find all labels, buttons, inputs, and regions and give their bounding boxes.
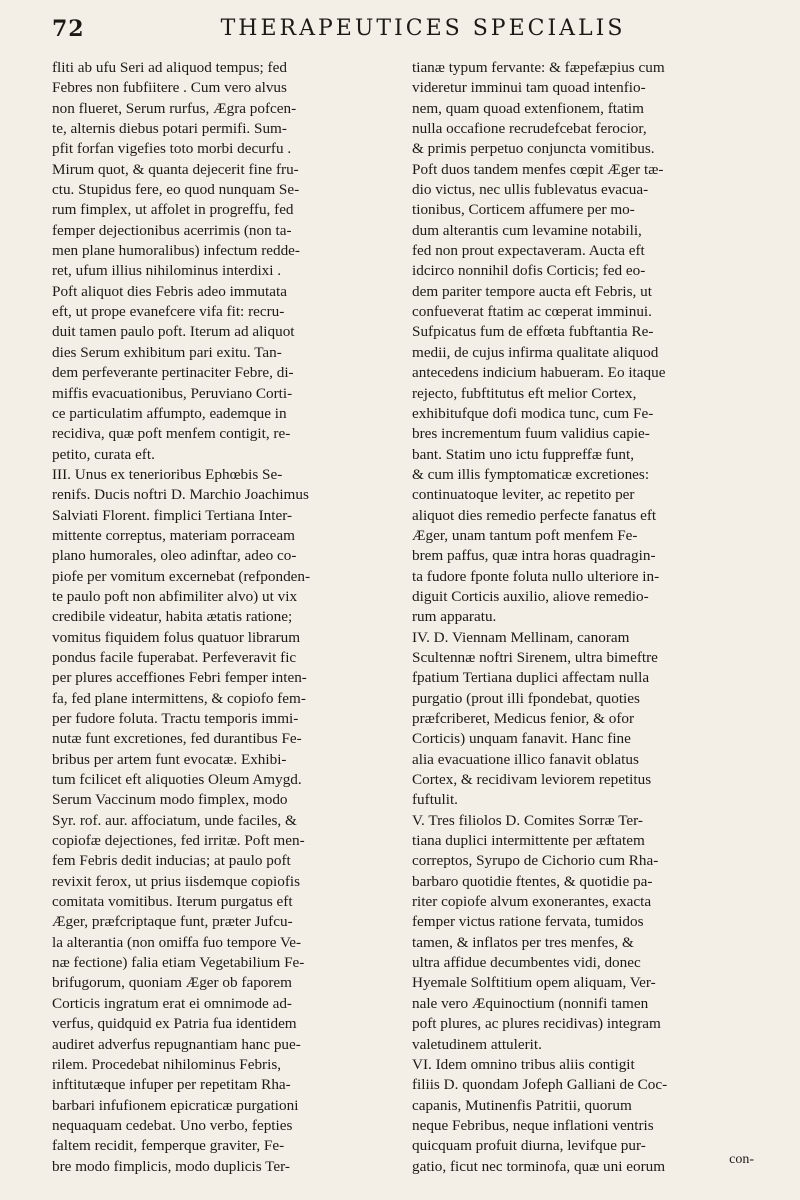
text-line: Syr. rof. aur. affociatum, unde faciles, &	[52, 811, 297, 829]
text-line: V. Tres filiolos D. Comites Sorræ Ter-	[412, 811, 643, 829]
text-line: Mirum quot, & quanta dejecerit fine fru-	[52, 160, 299, 178]
text-line: VI. Idem omnino tribus aliis contigit	[412, 1055, 635, 1073]
running-header	[52, 14, 754, 48]
text-line: vomitus fiquidem folus quatuor librarum	[52, 628, 301, 646]
text-line: bres incrementum fuum validius capie-	[412, 425, 650, 443]
text-line: valetudinem attulerit.	[412, 1035, 542, 1053]
text-line: exhibitufque dofi modica tunc, cum Fe-	[412, 404, 654, 422]
text-line: Serum Vaccinum modo fimplex, modo	[52, 791, 288, 809]
text-line: per plures acceffiones Febri femper inten-	[52, 669, 307, 687]
text-line: te, alternis diebus potari permifi. Sum-	[52, 120, 287, 138]
text-line: rum apparatu.	[412, 608, 497, 626]
text-line: poft plures, ac plures recidivas) integram	[412, 1015, 661, 1033]
text-line: femper dejectionibus acerrimis (non ta-	[52, 221, 292, 239]
text-line: recidiva, quæ poft menfem contigit, re-	[52, 425, 291, 443]
text-line: fa, fed plane intermittens, & copiofo fem-	[52, 689, 306, 707]
text-line: fuftulit.	[412, 791, 458, 809]
text-line: rum fimplex, ut affolet in progreffu, fed	[52, 201, 294, 219]
text-line: men plane humoralibus) infectum redde-	[52, 242, 300, 260]
left-text-column	[52, 58, 414, 1177]
text-line: Scultennæ noftri Sirenem, ultra bimeftre	[412, 648, 658, 666]
text-line: aliquot dies remedio perfecte fanatus eft	[412, 506, 657, 524]
text-line: dem perfeverante pertinaciter Febre, di-	[52, 364, 294, 382]
text-line: mittente correptus, materiam porraceam	[52, 526, 295, 544]
text-line: comitata vomitibus. Iterum purgatus eft	[52, 893, 293, 911]
text-line: gatio, ficut nec torminofa, quæ uni eorum	[412, 1157, 666, 1175]
text-line: & primis perpetuo conjuncta vomitibus.	[412, 140, 655, 158]
text-line: audiret adverfus repugnantiam hanc pue-	[52, 1035, 301, 1053]
text-line: & cum illis fymptomaticæ excretiones:	[412, 465, 650, 483]
text-line: fpatium Tertiana duplici affectam nulla	[412, 669, 650, 687]
text-line: ultra affidue decumbentes vidi, donec	[412, 954, 641, 972]
text-line: IV. D. Viennam Mellinam, canoram	[412, 628, 630, 646]
text-line: bribus per artem funt evocatæ. Exhibi-	[52, 750, 287, 768]
text-line: tamen, & inflatos per tres menfes, &	[412, 933, 634, 951]
text-line: revixit ferox, ut prius iisdemque copiofis	[52, 872, 301, 890]
text-line: filiis D. quondam Jofeph Galliani de Coc-	[412, 1076, 668, 1094]
text-line: petito, curata eft.	[52, 445, 155, 463]
text-line: III. Unus ex tenerioribus Ephœbis Se-	[52, 465, 283, 483]
text-line: Corticis ingratum erat ei omnimode ad-	[52, 994, 292, 1012]
text-line: Poft aliquot dies Febris adeo immutata	[52, 282, 287, 300]
text-line: duit tamen paulo poft. Iterum ad aliquot	[52, 323, 295, 341]
text-line: nale vero Æquinoctium (nonnifi tamen	[412, 994, 649, 1012]
text-line: Cortex, & recidivam leviorem repetitus	[412, 771, 652, 789]
text-line: rilem. Procedebat nihilominus Febris,	[52, 1055, 282, 1073]
text-line: verfus, quidquid ex Patria fua identidem	[52, 1015, 297, 1033]
right-text-column	[412, 58, 780, 1177]
text-line: Hyemale Solftitium opem aliquam, Ver-	[412, 974, 656, 992]
text-line: credibile videatur, habita ætatis ratione;	[52, 608, 293, 626]
text-line: ret, ufum illius nihilominus interdixi .	[52, 262, 282, 280]
text-line: neque Febribus, neque inflationi ventris	[412, 1116, 654, 1134]
text-line: Poft duos tandem menfes cœpit Æger tæ-	[412, 160, 664, 178]
text-line: dio victus, nec ullis fublevatus evacua-	[412, 181, 649, 199]
text-line: brem paffus, quæ intra horas quadragin-	[412, 547, 656, 565]
text-line: riter copiofe alvum exonerantes, exacta	[412, 893, 652, 911]
text-line: fed non prout expectaveram. Aucta eft	[412, 242, 645, 260]
text-line: næ fectione) falia etiam Vegetabilium Fe-	[52, 954, 305, 972]
text-line: fliti ab ufu Seri ad aliquod tempus; fed	[52, 59, 287, 76]
text-line: brifugorum, quoniam Æger ob faporem	[52, 974, 292, 992]
text-line: Salviati Florent. fimplici Tertiana Inter-	[52, 506, 293, 524]
text-line: continuatoque leviter, ac repetito per	[412, 486, 635, 504]
text-line: per fudore foluta. Tractu temporis immi-	[52, 710, 299, 727]
text-line: confueverat ftatim ac cœperat imminui.	[412, 303, 652, 321]
text-line: alia evacuatione illico fanavit oblatus	[412, 750, 639, 768]
text-line: faltem recidit, femperque graviter, Fe-	[52, 1137, 285, 1155]
text-line: ctu. Stupidus fere, eo quod nunquam Se-	[52, 181, 300, 199]
text-line: la alterantia (non omiffa fuo tempore Ve-	[52, 933, 302, 951]
text-line: videretur imminui tam quoad intenfio-	[412, 79, 646, 97]
page-number: 72	[52, 16, 85, 42]
text-line: diguit Corticis auxilio, aliove remedio-	[412, 587, 649, 605]
text-line: Sufpicatus fum de effœta fubftantia Re-	[412, 323, 654, 341]
text-line: barbaro quotidie ftentes, & quotidie pa-	[412, 872, 653, 890]
text-line: medii, de cujus infirma qualitate aliquod	[412, 343, 659, 361]
text-line: Corticis) unquam fanavit. Hanc fine	[412, 730, 631, 748]
text-line: plano humorales, oleo adinftar, adeo co-	[52, 547, 297, 565]
text-line: nutæ funt excretiones, fed durantibus Fe-	[52, 730, 302, 748]
text-line: nem, quam quoad extenfionem, ftatim	[412, 99, 644, 117]
text-line: pondus facile fuperabat. Perfeveravit fic	[52, 648, 297, 666]
text-line: renifs. Ducis noftri D. Marchio Joachimus	[52, 486, 309, 504]
text-line: femper victus ratione fervata, tumidos	[412, 913, 644, 931]
text-line: tionibus, Corticem affumere per mo-	[412, 201, 635, 219]
text-line: te paulo poft non abfimiliter alvo) ut vix	[52, 587, 298, 605]
text-line: tianæ typum fervante: & fæpefæpius cum	[412, 59, 665, 76]
text-line: rejecto, fubftitutus eft melior Cortex,	[412, 384, 637, 402]
text-line: fem Febris dedit inducias; at paulo poft	[52, 852, 291, 870]
text-line: dem pariter tempore aucta eft Febris, ut	[412, 282, 652, 300]
text-line: capanis, Mutinenfis Patritii, quorum	[412, 1096, 632, 1114]
text-line: non flueret, Serum rurfus, Ægra pofcen-	[52, 99, 297, 117]
text-line: tiana duplici intermittente per æftatem	[412, 832, 645, 850]
text-line: antecedens indicium habueram. Eo itaque	[412, 364, 666, 382]
text-line: tum fcilicet eft aliquoties Oleum Amygd.	[52, 771, 302, 789]
text-line: idcirco nonnihil dofis Corticis; fed eo-	[412, 262, 646, 280]
text-line: correptos, Syrupo de Cichorio cum Rha-	[412, 852, 659, 870]
text-line: purgatio (prout illi fpondebat, quoties	[412, 689, 640, 707]
text-line: nequaquam cedebat. Uno verbo, fepties	[52, 1116, 293, 1134]
text-line: ta fudore fponte foluta nullo ulteriore in-	[412, 567, 660, 585]
text-line: Æger, unam tantum poft menfem Fe-	[412, 526, 638, 544]
catchword: con-	[729, 1152, 754, 1167]
text-line: Febres non fubfiitere . Cum vero alvus	[52, 79, 287, 97]
text-line: inftitutæque infuper per repetitam Rha-	[52, 1076, 291, 1094]
text-line: barbari infufionem epicraticæ purgationi	[52, 1096, 299, 1114]
text-line: copiofæ dejectiones, fed irritæ. Poft men-	[52, 832, 305, 850]
text-line: nulla occafione recrudefcebat ferocior,	[412, 120, 647, 138]
text-line: Æger, præfcriptaque funt, præter Jufcu-	[52, 913, 293, 931]
text-line: pfit forfan vigefies toto morbi decurfu .	[52, 140, 292, 158]
text-line: miffis evacuationibus, Peruviano Corti-	[52, 384, 293, 402]
running-title: THERAPEUTICES SPECIALIS	[220, 16, 626, 41]
text-line: dies Serum exhibitum pari exitu. Tan-	[52, 343, 282, 361]
text-line: bant. Statim uno ictu fuppreffæ funt,	[412, 445, 635, 463]
text-line: quicquam profuit diurna, levifque pur-	[412, 1137, 646, 1155]
text-line: piofe per vomitum excernebat (refponden-	[52, 567, 311, 585]
text-line: eft, ut prope evanefcere vifa fit: recru-	[52, 303, 285, 321]
text-line: dum alterantis cum levamine notabili,	[412, 221, 642, 239]
text-line: bre modo fimplicis, modo duplicis Ter-	[52, 1157, 290, 1175]
text-line: præfcriberet, Medicus fenior, & ofor	[412, 710, 635, 727]
text-line: ce particulatim affumpto, eademque in	[52, 404, 287, 422]
